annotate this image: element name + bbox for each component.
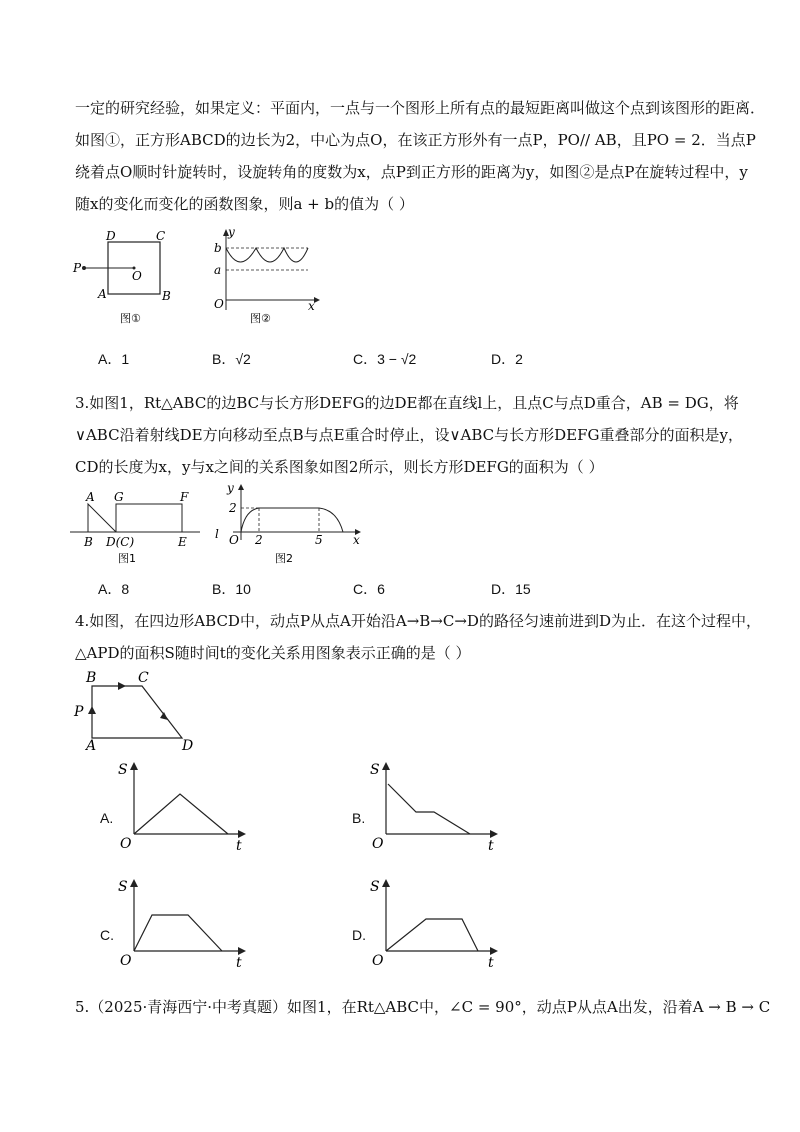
q4d-axis-t: t — [488, 955, 494, 969]
q4-option-d-graph — [370, 877, 510, 969]
q2-option-b: B．√2 — [212, 351, 251, 367]
q4c-axis-s: S — [118, 879, 128, 895]
q4d-axis-s: S — [370, 879, 380, 895]
q3-option-b: B．10 — [212, 581, 251, 597]
q2-fig1-label-b: B — [162, 289, 171, 303]
q4-option-a-label: A. — [100, 810, 114, 826]
q2-square-figure — [70, 228, 190, 328]
q2-fig2-label-b: b — [214, 241, 222, 255]
q2-fig2-label-o: O — [214, 297, 224, 311]
q2-line-1: 一定的研究经验，如果定义：平面内，一点与一个图形上所有点的最短距离叫做这个点到该图形的距离． — [75, 99, 766, 117]
q3-fig1-label-f: F — [180, 490, 189, 504]
q4-line-2: △APD的面积S随时间t的变化关系用图象表示正确的是（ ） — [75, 644, 471, 662]
q4a-axis-s: S — [118, 762, 128, 778]
q3-fig1-label-a: A — [86, 490, 95, 504]
q4-option-b-label: B. — [352, 810, 366, 826]
q2-option-a: A．1 — [98, 351, 130, 367]
q2-fig1-label-p: P — [73, 261, 82, 275]
q4-label-p: P — [74, 704, 84, 720]
q2-line-2: 如图①，正方形ABCD的边长为2，中心为点O，在该正方形外有一点P，PO// AB，且PO = 2．当点P — [75, 131, 756, 149]
q2-graph-figure — [200, 226, 330, 330]
q2-fig2-label-x: x — [308, 299, 315, 313]
q4-option-a-graph — [118, 760, 258, 852]
q3-fig2-caption: 图2 — [275, 552, 293, 565]
q3-line-2: ∨ABC沿着射线DE方向移动至点B与点E重合时停止，设∨ABC与长方形DEFG重叠部分的面积是y， — [75, 426, 743, 444]
q2-fig2-label-a: a — [214, 263, 222, 277]
q3-option-d: D．15 — [491, 581, 531, 597]
q3-fig1-caption: 图1 — [118, 552, 136, 565]
q4a-axis-t: t — [236, 838, 242, 852]
q2-fig2-label-y: y — [228, 226, 235, 239]
q2-fig2-caption: 图② — [250, 312, 271, 325]
q3-fig2-tick-5: 5 — [315, 533, 323, 547]
q2-option-d: D．2 — [491, 351, 523, 367]
q2-fig1-label-d: D — [106, 229, 116, 243]
q4-option-d-label: D. — [352, 927, 366, 943]
q3-fig1-label-b: B — [84, 535, 93, 549]
q3-option-c: C．6 — [353, 581, 385, 597]
q3-fig2-label-2: 2 — [229, 501, 237, 515]
q3-fig1-label-e: E — [178, 535, 187, 549]
q3-fig1-label-dc: D(C) — [106, 535, 135, 549]
q2-line-4: 随x的变化而变化的函数图象，则a + b的值为（ ） — [75, 195, 414, 213]
q4-line-1: 4.如图，在四边形ABCD中，动点P从点A开始沿A→B→C→D的路径匀速前进到D为止．在这个过程中， — [75, 612, 761, 630]
q3-option-a: A．8 — [98, 581, 130, 597]
q3-fig2-label-l: l — [215, 527, 219, 541]
q2-fig1-label-o: O — [132, 269, 142, 283]
q4-quadrilateral-figure — [70, 668, 210, 754]
q4a-origin: O — [120, 836, 132, 852]
q4b-axis-t: t — [488, 838, 494, 852]
q4-option-b-graph — [370, 760, 510, 852]
q4d-origin: O — [372, 953, 384, 969]
q3-figure-2 — [215, 482, 365, 570]
q4-label-d: D — [182, 738, 194, 754]
q4-label-c: C — [138, 670, 149, 686]
q3-figure-1 — [70, 488, 210, 570]
q4c-origin: O — [120, 953, 132, 969]
q2-fig1-label-c: C — [156, 229, 166, 243]
q4b-origin: O — [372, 836, 384, 852]
q3-fig2-label-x: x — [353, 533, 360, 547]
q2-fig1-caption: 图① — [120, 312, 141, 325]
q2-fig1-label-a: A — [98, 287, 107, 301]
q3-line-1: 3.如图1，Rt△ABC的边BC与长方形DEFG的边DE都在直线l上，且点C与点D重合，AB = DG，将 — [75, 394, 739, 412]
q4-option-c-label: C. — [100, 927, 114, 943]
q4-option-c-graph — [118, 877, 258, 969]
q2-option-c: C．3 − √2 — [353, 351, 417, 367]
q5-line-1: 5.（2025·青海西宁·中考真题）如图1，在Rt△ABC中，∠C = 90°，动点P从点A出发，沿着A → B → C — [75, 998, 771, 1016]
q4-label-a: A — [86, 738, 97, 754]
q4b-axis-s: S — [370, 762, 380, 778]
q3-fig2-label-y: y — [227, 482, 234, 495]
q3-fig2-label-o: O — [229, 533, 239, 547]
q3-fig2-tick-2: 2 — [255, 533, 263, 547]
q4c-axis-t: t — [236, 955, 242, 969]
q3-line-3: CD的长度为x，y与x之间的关系图象如图2所示，则长方形DEFG的面积为（ ） — [75, 458, 604, 476]
q3-fig1-label-g: G — [114, 490, 124, 504]
q4-label-b: B — [86, 670, 97, 686]
q2-line-3: 绕着点O顺时针旋转时，设旋转角的度数为x，点P到正方形的距离为y，如图②是点P在旋转过程中，y — [75, 163, 748, 181]
